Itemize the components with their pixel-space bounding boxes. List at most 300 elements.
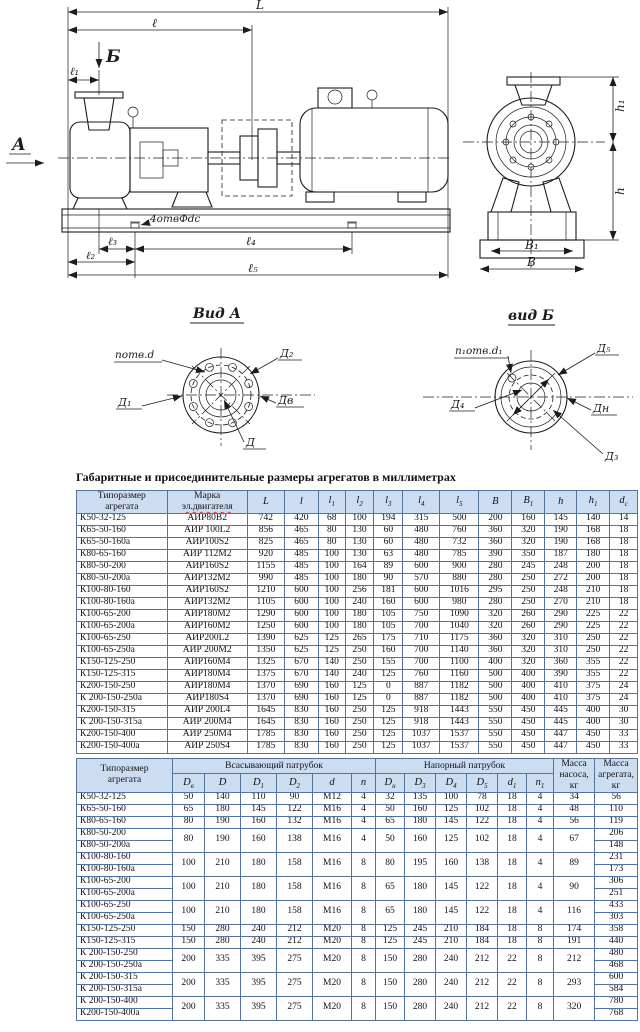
dimension-value-cell: 145 <box>545 513 577 525</box>
dimension-value-cell: 200 <box>577 573 610 585</box>
dimension-value-cell: 375 <box>577 693 610 705</box>
dimension-value-cell: 400 <box>577 717 610 729</box>
table1-row <box>77 645 638 657</box>
dim-symbol: B <box>492 495 499 507</box>
mass-unit-cell: 433 <box>595 900 638 912</box>
dimension-value-cell: 450 <box>512 717 545 729</box>
dimension-value-cell: 880 <box>440 573 479 585</box>
view-b-d4-label: Д₄ <box>451 398 465 411</box>
dimension-value-cell: 320 <box>479 609 512 621</box>
dimension-value-cell: 168 <box>577 537 610 549</box>
table1-row <box>77 597 638 609</box>
overall-dimensions-table <box>76 490 638 754</box>
dimension-value-cell: 447 <box>545 741 577 753</box>
nozzle-dimension-cell: 212 <box>277 936 313 948</box>
view-b-dn-label: Дн <box>593 402 610 415</box>
dim-symbol: l <box>385 495 389 507</box>
dim-subscript: н <box>392 781 396 790</box>
view-b-d3-label: Д₃ <box>605 450 619 463</box>
nozzle-dimension-cell: 8 <box>527 948 554 972</box>
dimension-value-cell: 1375 <box>247 669 284 681</box>
dimension-value-cell: 22 <box>610 645 638 657</box>
dimension-value-cell: 68 <box>318 513 345 525</box>
nozzle-dimension-cell: М16 <box>313 804 352 816</box>
nozzle-dimension-cell: 158 <box>277 852 313 876</box>
nozzle-dimension-cell: 102 <box>467 804 498 816</box>
typesize-cell: К65-50-160 <box>77 525 168 537</box>
nozzle-dimension-cell: 145 <box>436 900 467 924</box>
pump-assembly-side-view-drawing <box>0 0 455 292</box>
header-text: Марка <box>194 491 221 501</box>
nozzle-dimension-cell: 125 <box>436 804 467 816</box>
nozzle-dimension-cell: 90 <box>277 792 313 804</box>
nozzle-dimension-cell: 210 <box>205 876 241 900</box>
dimension-column-header <box>440 491 479 514</box>
nozzle-dimension-cell: 8 <box>352 936 376 948</box>
nozzle-dimension-cell: 4 <box>352 804 376 816</box>
dimension-column-header <box>512 491 545 514</box>
dimension-value-cell: 450 <box>577 741 610 753</box>
dimension-value-cell: 400 <box>577 705 610 717</box>
nozzle-dimension-cell: 8 <box>352 924 376 936</box>
mass-unit-cell: 306 <box>595 876 638 888</box>
nozzle-dimension-cell: 145 <box>241 804 277 816</box>
typesize-cell: К150-125-250 <box>77 657 168 669</box>
dimension-value-cell: 760 <box>403 669 440 681</box>
nozzle-dimension-cell: 184 <box>467 936 498 948</box>
view-b-holes-label: n₁отв.d₁ <box>455 345 503 357</box>
dim-label-l2: ℓ₂ <box>86 249 95 262</box>
dimension-value-cell: 125 <box>374 669 403 681</box>
nozzle-dimension-cell: 18 <box>498 852 527 876</box>
dimension-value-cell: 320 <box>512 645 545 657</box>
dimension-value-cell: 164 <box>345 561 374 573</box>
view-a-title: Вид А <box>192 306 242 322</box>
table2-row <box>77 792 638 804</box>
discharge-flange <box>507 77 560 85</box>
motor-brand-cell: АИР100S2 <box>167 537 247 549</box>
mass-unit-cell: 251 <box>595 888 638 900</box>
anchor-holes-note: 4отвФdc <box>150 213 201 225</box>
dimension-value-cell: 360 <box>545 657 577 669</box>
dimension-value-cell: 600 <box>284 597 318 609</box>
dimension-value-cell: 100 <box>318 597 345 609</box>
mass-unit-cell: 110 <box>595 804 638 816</box>
nozzle-dimension-cell: М16 <box>313 816 352 828</box>
dimension-value-cell: 920 <box>247 549 284 561</box>
dimension-value-cell: 1016 <box>440 585 479 597</box>
table2-row <box>77 876 638 888</box>
dim-symbol: B <box>523 495 530 507</box>
dimension-value-cell: 465 <box>284 525 318 537</box>
dimension-value-cell: 60 <box>374 525 403 537</box>
mass-unit-cell: 358 <box>595 924 638 936</box>
dimension-value-cell: 1370 <box>247 693 284 705</box>
mass-pump-cell: 116 <box>554 900 595 924</box>
typesize-cell: К100-80-160 <box>77 852 173 864</box>
dimension-value-cell: 360 <box>479 525 512 537</box>
table1-row <box>77 549 638 561</box>
mass-pump-cell: 90 <box>554 876 595 900</box>
nozzle-dimension-cell: 210 <box>205 852 241 876</box>
dimension-value-cell: 1370 <box>247 681 284 693</box>
dim-symbol: D <box>183 776 191 788</box>
table1-header-row <box>77 491 638 514</box>
dimension-value-cell: 248 <box>545 561 577 573</box>
dimension-column-header <box>247 491 284 514</box>
dimension-value-cell: 100 <box>318 621 345 633</box>
nozzle-dimension-cell: 4 <box>527 876 554 900</box>
nozzle-dimension-cell: 100 <box>173 876 205 900</box>
nozzle-dimension-cell: 150 <box>376 972 405 996</box>
dimension-value-cell: 22 <box>610 657 638 669</box>
table1-row <box>77 537 638 549</box>
motor-brand-cell: АИР160М4 <box>167 657 247 669</box>
dim-subscript: 1 <box>260 781 265 790</box>
dimension-column-header <box>436 774 467 792</box>
nozzle-dimension-cell: 8 <box>527 996 554 1020</box>
typesize-cell: К 200-150-250а <box>77 693 168 705</box>
nozzle-dimension-cell: 180 <box>241 900 277 924</box>
nozzle-dimension-cell: 110 <box>241 792 277 804</box>
nozzle-dimension-cell: 150 <box>376 948 405 972</box>
table2-row <box>77 852 638 864</box>
dimension-value-cell: 125 <box>374 705 403 717</box>
dimension-value-cell: 700 <box>403 621 440 633</box>
dimension-value-cell: 240 <box>345 669 374 681</box>
table2-row <box>77 936 638 948</box>
bearing-bracket <box>130 128 208 192</box>
nozzle-dimension-cell: 150 <box>173 924 205 936</box>
motor-brand-cell: АИР 250S4 <box>167 741 247 753</box>
nozzle-dimension-cell: 122 <box>467 900 498 924</box>
nozzle-dimension-cell: 8 <box>352 852 376 876</box>
nozzle-dimension-cell: 335 <box>205 972 241 996</box>
dimension-value-cell: 1182 <box>440 693 479 705</box>
mass-pump-cell: 212 <box>554 948 595 972</box>
dimension-value-cell: 130 <box>345 549 374 561</box>
dimension-value-cell: 125 <box>374 741 403 753</box>
dimension-value-cell: 187 <box>545 549 577 561</box>
dimension-value-cell: 280 <box>479 561 512 573</box>
nozzle-dimension-cell: 8 <box>527 936 554 948</box>
dimension-value-cell: 200 <box>479 513 512 525</box>
dimension-value-cell: 485 <box>284 561 318 573</box>
mass-pump-cell: 174 <box>554 924 595 936</box>
motor-brand-cell: АИР 250М4 <box>167 729 247 741</box>
dimension-value-cell: 465 <box>284 537 318 549</box>
dimension-value-cell: 1785 <box>247 729 284 741</box>
dimension-value-cell: 450 <box>512 741 545 753</box>
dim-symbol: D <box>414 776 423 788</box>
nozzle-dimension-cell: М16 <box>313 900 352 924</box>
dimension-column-header <box>376 774 405 792</box>
dimension-value-cell: 320 <box>512 633 545 645</box>
nozzle-dimension-cell: 240 <box>436 996 467 1020</box>
nozzle-dimension-cell: 180 <box>405 900 436 924</box>
dim-symbol: l <box>356 495 360 507</box>
dimension-value-cell: 14 <box>610 513 638 525</box>
nozzle-dimension-cell: 212 <box>467 948 498 972</box>
nozzle-dimension-cell: 132 <box>277 816 313 828</box>
nozzle-dimension-cell: 4 <box>527 816 554 828</box>
dimension-value-cell: 225 <box>577 621 610 633</box>
dimension-value-cell: 410 <box>545 681 577 693</box>
nozzle-dimension-cell: 160 <box>241 828 277 852</box>
nozzle-dimension-cell: 150 <box>376 996 405 1020</box>
mass-unit-cell: 119 <box>595 816 638 828</box>
dim-subscript: 4 <box>420 500 425 509</box>
dimension-value-cell: 250 <box>345 705 374 717</box>
nozzle-dimension-cell: 240 <box>436 972 467 996</box>
dimension-value-cell: 194 <box>374 513 403 525</box>
nozzle-dimension-cell: 4 <box>527 804 554 816</box>
dimension-value-cell: 500 <box>440 513 479 525</box>
dimension-value-cell: 290 <box>545 609 577 621</box>
nozzle-dimension-cell: 8 <box>352 996 376 1020</box>
dimension-value-cell: 160 <box>374 645 403 657</box>
dimension-value-cell: 140 <box>318 669 345 681</box>
dimension-value-cell: 18 <box>610 561 638 573</box>
dimension-value-cell: 360 <box>479 645 512 657</box>
dimension-value-cell: 320 <box>512 525 545 537</box>
pump-casing <box>70 122 130 198</box>
view-a-holes-label: nотв.d <box>115 349 155 361</box>
dimension-value-cell: 250 <box>577 645 610 657</box>
typesize-cell: К 200-150-315 <box>77 972 173 984</box>
nozzle-dimension-cell: 50 <box>173 792 205 804</box>
mass-unit-cell: 440 <box>595 936 638 948</box>
dimension-value-cell: 887 <box>403 693 440 705</box>
dimension-value-cell: 750 <box>403 609 440 621</box>
nozzle-dimension-cell: М20 <box>313 936 352 948</box>
dimension-value-cell: 63 <box>374 549 403 561</box>
typesize-cell: К 200-150-315а <box>77 717 168 729</box>
dim-label-B: В <box>527 255 536 269</box>
table1-row <box>77 681 638 693</box>
nozzle-dimension-cell: 180 <box>405 876 436 900</box>
dimension-value-cell: 1040 <box>440 621 479 633</box>
dimension-value-cell: 918 <box>403 705 440 717</box>
dimension-column-header <box>545 491 577 514</box>
header-text: агрегата <box>107 775 142 786</box>
typesize-cell: К 200-150-250 <box>77 948 173 960</box>
typesize-cell: К200-150-315 <box>77 705 168 717</box>
dimension-value-cell: 260 <box>512 609 545 621</box>
dimension-value-cell: 248 <box>545 585 577 597</box>
typesize-cell: К200-150-400а <box>77 1008 173 1020</box>
nozzle-dimension-cell: 335 <box>205 996 241 1020</box>
dimension-value-cell: 1182 <box>440 681 479 693</box>
dimension-value-cell: 1140 <box>440 645 479 657</box>
nozzle-dimension-cell: 158 <box>277 900 313 924</box>
dimension-value-cell: 485 <box>284 549 318 561</box>
dim-symbol: D <box>445 776 454 788</box>
view-b-d5-label: Д₅ <box>597 342 611 355</box>
dimension-value-cell: 80 <box>318 537 345 549</box>
dimension-value-cell: 125 <box>318 645 345 657</box>
dim-symbol: D <box>218 777 227 789</box>
view-b-title: вид Б <box>508 308 554 324</box>
dimension-value-cell: 760 <box>440 525 479 537</box>
nozzle-dimension-cell: 122 <box>467 816 498 828</box>
dimension-value-cell: 830 <box>284 729 318 741</box>
dim-label-h1: h₁ <box>613 99 627 112</box>
nozzle-dimension-cell: 8 <box>527 924 554 936</box>
dimension-value-cell: 310 <box>545 633 577 645</box>
dimension-value-cell: 600 <box>403 585 440 597</box>
dimension-value-cell: 480 <box>403 549 440 561</box>
nozzle-dimension-cell: 240 <box>241 924 277 936</box>
dimension-value-cell: 130 <box>345 525 374 537</box>
dimension-value-cell: 140 <box>577 513 610 525</box>
nozzle-dimension-cell: М16 <box>313 852 352 876</box>
terminal-box <box>318 88 352 108</box>
nozzle-dimension-cell: 22 <box>498 948 527 972</box>
motor-brand-cell: АИР 112М2 <box>167 549 247 561</box>
dimension-value-cell: 290 <box>545 621 577 633</box>
dim-subscript: в <box>190 781 194 790</box>
mass-unit-cell: 600 <box>595 972 638 984</box>
nozzle-dimension-cell: 200 <box>173 972 205 996</box>
dimension-value-cell: 22 <box>610 609 638 621</box>
dimension-value-cell: 825 <box>247 537 284 549</box>
dimension-column-header <box>318 491 345 514</box>
dimension-column-header <box>374 491 403 514</box>
nozzle-dimension-cell: 18 <box>498 936 527 948</box>
pedestal <box>488 212 576 240</box>
nozzle-dimension-cell: 245 <box>405 924 436 936</box>
dim-symbol: n <box>360 777 367 789</box>
dimension-value-cell: 280 <box>479 597 512 609</box>
nozzle-dimension-cell: 160 <box>405 828 436 852</box>
nozzle-dimension-cell: 190 <box>205 816 241 828</box>
dimension-value-cell: 80 <box>318 525 345 537</box>
dimension-value-cell: 1390 <box>247 633 284 645</box>
nozzle-dimension-cell: 78 <box>467 792 498 804</box>
nozzle-dimension-cell: 122 <box>467 876 498 900</box>
typesize-cell: К80-50-200а <box>77 840 173 852</box>
dimension-value-cell: 160 <box>374 597 403 609</box>
dimension-value-cell: 0 <box>374 681 403 693</box>
dim-symbol: d <box>507 776 513 788</box>
nozzle-dimension-cell: М20 <box>313 996 352 1020</box>
nozzle-dimension-cell: 50 <box>376 804 405 816</box>
dim-label-l: ℓ <box>152 16 157 30</box>
dimension-value-cell: 480 <box>403 525 440 537</box>
dimension-value-cell: 420 <box>284 513 318 525</box>
dimension-value-cell: 130 <box>345 537 374 549</box>
dim-symbol: l <box>456 495 460 507</box>
motor-brand-cell: АИР132М2 <box>167 573 247 585</box>
dimension-value-cell: 100 <box>345 513 374 525</box>
dimension-value-cell: 180 <box>577 549 610 561</box>
table1-row <box>77 561 638 573</box>
table1-typesize-header <box>77 491 168 514</box>
dimension-value-cell: 105 <box>374 621 403 633</box>
nozzle-dimension-cell: 100 <box>173 852 205 876</box>
dim-symbol: D <box>252 776 261 788</box>
table1-row <box>77 513 638 525</box>
nozzle-dimension-cell: 50 <box>376 828 405 852</box>
motor-brand-cell: АИР180М4 <box>167 681 247 693</box>
nozzle-dimension-cell: 18 <box>498 816 527 828</box>
table2-row <box>77 804 638 816</box>
dimension-value-cell: 125 <box>345 693 374 705</box>
dimension-value-cell: 1090 <box>440 609 479 621</box>
dimension-value-cell: 320 <box>479 621 512 633</box>
motor-brand-cell: АИР160S2 <box>167 561 247 573</box>
dimension-value-cell: 0 <box>374 693 403 705</box>
nozzle-dimension-cell: 125 <box>436 828 467 852</box>
table1-row <box>77 717 638 729</box>
view-a-flange-drawing <box>72 298 330 472</box>
dimension-column-header <box>277 774 313 792</box>
dimension-value-cell: 245 <box>512 561 545 573</box>
view-a-d1-label: Д₁ <box>118 396 132 409</box>
nozzle-dimension-cell: 158 <box>277 876 313 900</box>
section-title: Габаритные и присоединительные размеры агрегатов в миллиметрах <box>76 470 456 484</box>
nozzle-dimension-cell: 8 <box>352 900 376 924</box>
typesize-cell: К100-65-200а <box>77 888 173 900</box>
dim-symbol: D <box>384 776 393 788</box>
dimension-value-cell: 625 <box>284 645 318 657</box>
dimension-value-cell: 1350 <box>247 645 284 657</box>
nozzle-dimension-cell: 200 <box>173 996 205 1020</box>
nozzle-dimension-cell: 212 <box>277 924 313 936</box>
nozzle-dimension-cell: 65 <box>376 876 405 900</box>
mass-pump-header: Масса насоса, кг <box>554 759 595 793</box>
dimension-value-cell: 180 <box>345 621 374 633</box>
dimension-value-cell: 500 <box>479 681 512 693</box>
dimension-value-cell: 485 <box>284 573 318 585</box>
table2-row <box>77 996 638 1008</box>
table1-row <box>77 705 638 717</box>
dimension-value-cell: 160 <box>318 681 345 693</box>
dimension-value-cell: 1155 <box>247 561 284 573</box>
header-text: эл.двигателя <box>181 501 233 512</box>
motor-brand-cell: АИР160S2 <box>167 585 247 597</box>
typesize-cell: К200-150-400 <box>77 729 168 741</box>
dimension-value-cell: 700 <box>403 645 440 657</box>
dimension-value-cell: 125 <box>345 681 374 693</box>
nozzle-dimension-cell: 240 <box>241 936 277 948</box>
motor-brand-cell: АИР200L2 <box>167 633 247 645</box>
nozzle-dimension-cell: 180 <box>405 816 436 828</box>
dimension-value-cell: 18 <box>610 537 638 549</box>
eyebolt-icon <box>128 107 138 117</box>
motor-brand-cell: АИР180М4 <box>167 669 247 681</box>
mass-unit-cell: 480 <box>595 948 638 960</box>
nozzle-dimension-cell: М16 <box>313 876 352 900</box>
nozzle-dimension-cell: 102 <box>467 828 498 852</box>
dimension-value-cell: 670 <box>284 657 318 669</box>
dimension-value-cell: 280 <box>479 573 512 585</box>
nozzle-dimension-cell: 100 <box>436 792 467 804</box>
dimension-value-cell: 270 <box>545 597 577 609</box>
dimension-value-cell: 700 <box>403 657 440 669</box>
table1-row <box>77 585 638 597</box>
dimension-column-header <box>577 491 610 514</box>
mass-unit-cell: 303 <box>595 912 638 924</box>
nozzle-dimension-cell: 210 <box>205 900 241 924</box>
dimension-column-header <box>205 774 241 792</box>
table2-group-header-row <box>77 759 638 774</box>
typesize-cell: К100-80-160 <box>77 585 168 597</box>
dimension-value-cell: 22 <box>610 669 638 681</box>
table1-row <box>77 573 638 585</box>
motor-brand-cell: АИР 200L4 <box>167 705 247 717</box>
